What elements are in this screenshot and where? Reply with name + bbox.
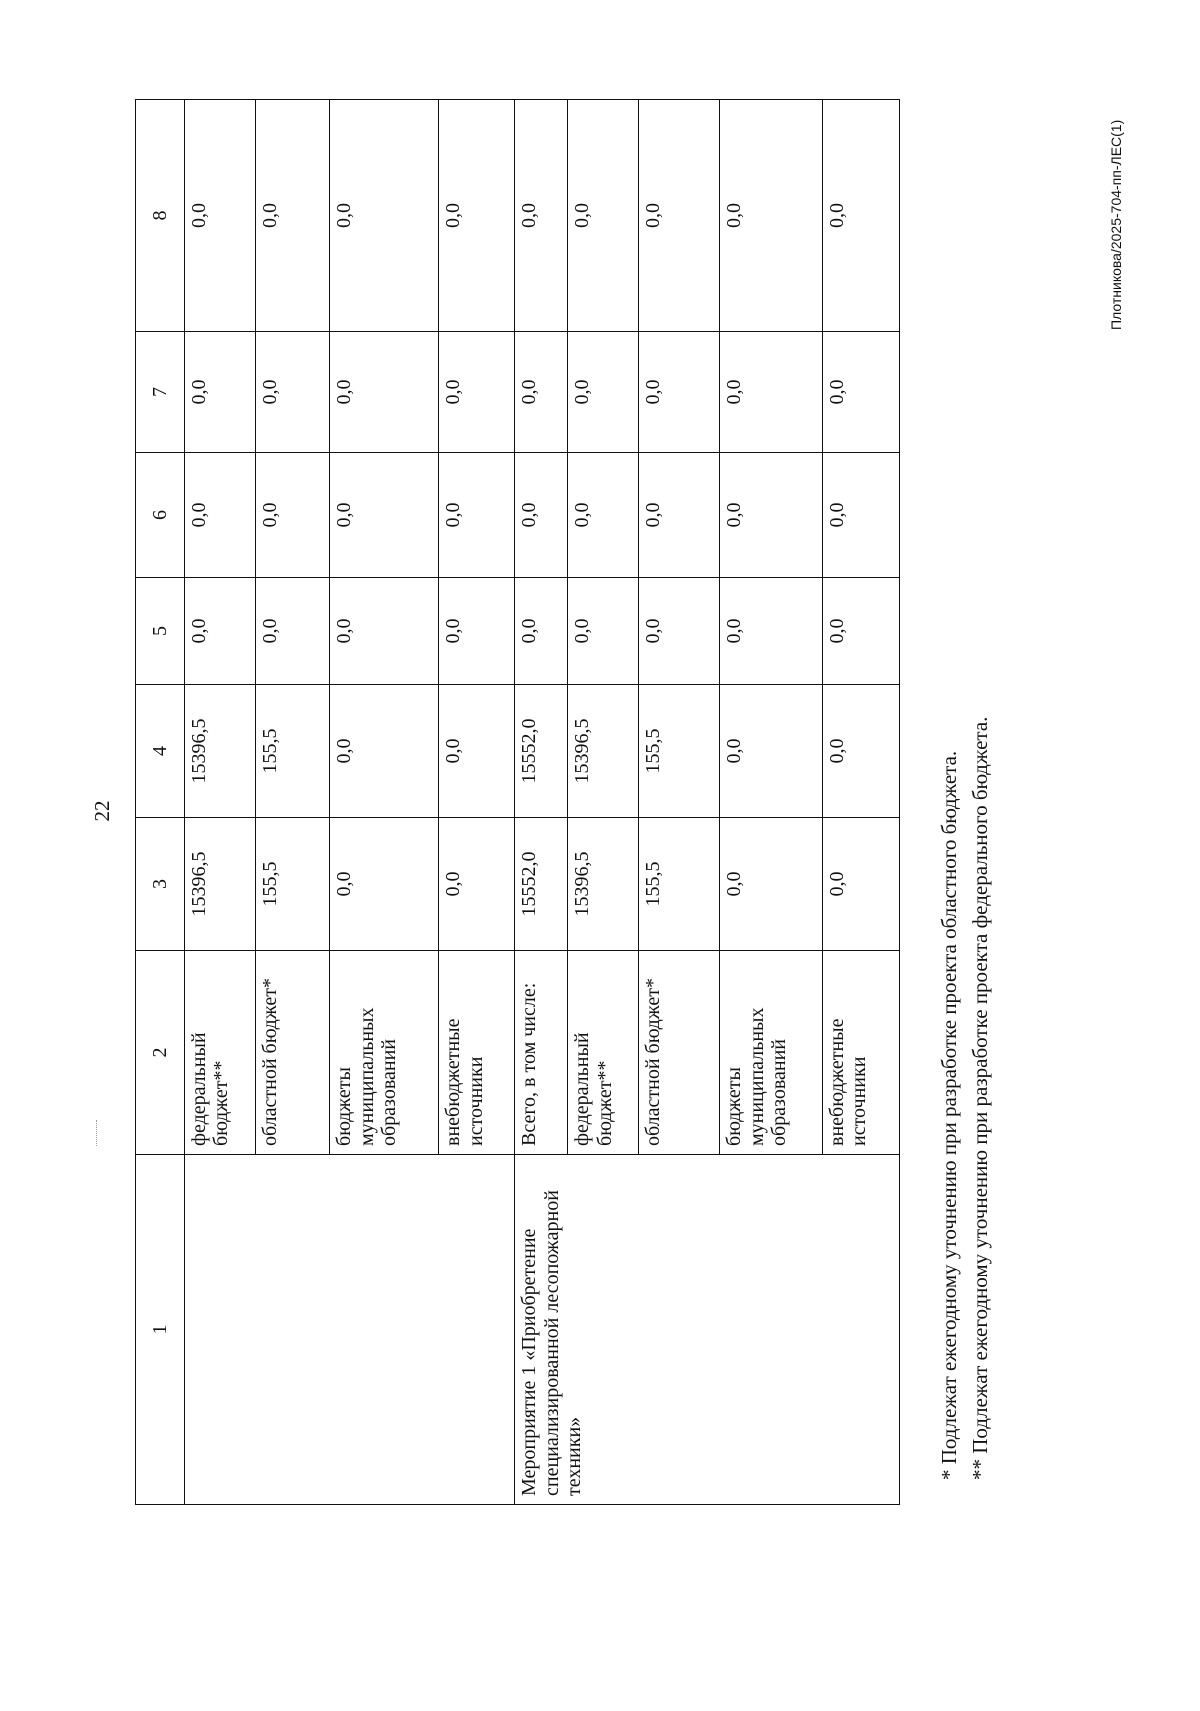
value-cell: 0,0 — [568, 100, 639, 332]
footnote-federal: ** Подлежат ежегодному уточнению при разработке проекта федерального бюджета. — [968, 716, 992, 1480]
value-cell: 0,0 — [184, 453, 256, 578]
value-cell: 0,0 — [720, 332, 823, 453]
value-cell: 155,5 — [638, 685, 719, 818]
value-cell: 15552,0 — [515, 818, 568, 951]
source-cell: областной бюджет* — [638, 951, 719, 1155]
table-row — [184, 100, 256, 1505]
value-cell: 0,0 — [638, 578, 719, 685]
value-cell: 0,0 — [568, 578, 639, 685]
source-cell: внебюджетные источники — [439, 951, 515, 1155]
source-cell: бюджеты муниципальных образований — [330, 951, 439, 1155]
value-cell: 0,0 — [515, 578, 568, 685]
value-cell: 0,0 — [568, 453, 639, 578]
event-cell: Мероприятие 1 «Приобретение специализированной лесопожарной техники» — [515, 1155, 900, 1505]
value-cell: 0,0 — [822, 578, 899, 685]
value-cell: 0,0 — [568, 332, 639, 453]
column-header-4: 4 — [136, 685, 185, 818]
source-cell: Всего, в том числе: — [515, 951, 568, 1155]
funding-table — [135, 99, 900, 1505]
value-cell: 15396,5 — [568, 685, 639, 818]
value-cell: 0,0 — [822, 453, 899, 578]
value-cell: 0,0 — [720, 100, 823, 332]
value-cell: 0,0 — [330, 685, 439, 818]
value-cell: 0,0 — [439, 578, 515, 685]
source-cell: областной бюджет* — [256, 951, 330, 1155]
value-cell: 155,5 — [256, 818, 330, 951]
value-cell: 0,0 — [330, 332, 439, 453]
value-cell: 0,0 — [638, 453, 719, 578]
column-header-5: 5 — [136, 578, 185, 685]
value-cell: 155,5 — [256, 685, 330, 818]
column-header-6: 6 — [136, 453, 185, 578]
column-header-3: 3 — [136, 818, 185, 951]
document-reference: Плотникова/2025-704-пп-ЛЕС(1) — [1108, 119, 1124, 330]
value-cell: 0,0 — [822, 100, 899, 332]
value-cell: 0,0 — [330, 578, 439, 685]
source-cell: федеральный бюджет** — [568, 951, 639, 1155]
source-cell: федеральный бюджет** — [184, 951, 256, 1155]
value-cell: 0,0 — [330, 818, 439, 951]
value-cell: 0,0 — [256, 100, 330, 332]
value-cell: 0,0 — [638, 100, 719, 332]
value-cell: 0,0 — [184, 100, 256, 332]
value-cell: 0,0 — [439, 100, 515, 332]
column-header-7: 7 — [136, 332, 185, 453]
column-header-2: 2 — [136, 951, 185, 1155]
value-cell: 0,0 — [822, 818, 899, 951]
value-cell: 0,0 — [184, 578, 256, 685]
page-number: 22 — [90, 800, 114, 822]
source-cell: внебюджетные источники — [822, 951, 899, 1155]
value-cell: 0,0 — [439, 818, 515, 951]
event-cell — [184, 1155, 515, 1505]
value-cell: 0,0 — [330, 453, 439, 578]
table-rotated-container — [135, 100, 900, 1505]
value-cell: 0,0 — [515, 332, 568, 453]
value-cell: 0,0 — [720, 578, 823, 685]
value-cell: 0,0 — [439, 332, 515, 453]
value-cell: 0,0 — [822, 332, 899, 453]
value-cell: 0,0 — [720, 453, 823, 578]
table-header-row — [136, 100, 185, 1505]
value-cell: 15396,5 — [568, 818, 639, 951]
column-header-8: 8 — [136, 100, 185, 332]
value-cell: 0,0 — [256, 453, 330, 578]
footnotes — [934, 380, 1004, 1480]
value-cell: 0,0 — [515, 100, 568, 332]
value-cell: 0,0 — [720, 818, 823, 951]
value-cell: 15396,5 — [184, 818, 256, 951]
value-cell: 15396,5 — [184, 685, 256, 818]
column-header-1: 1 — [136, 1155, 185, 1505]
value-cell: 0,0 — [439, 685, 515, 818]
value-cell: 0,0 — [638, 332, 719, 453]
value-cell: 0,0 — [256, 332, 330, 453]
value-cell: 0,0 — [515, 453, 568, 578]
footnote-regional: * Подлежат ежегодному уточнению при разработке проекта областного бюджета. — [937, 750, 961, 1480]
source-cell: бюджеты муниципальных образований — [720, 951, 823, 1155]
value-cell: 15552,0 — [515, 685, 568, 818]
value-cell: 0,0 — [822, 685, 899, 818]
value-cell: 0,0 — [184, 332, 256, 453]
value-cell: 0,0 — [439, 453, 515, 578]
table-row — [515, 100, 568, 1505]
value-cell: 0,0 — [720, 685, 823, 818]
value-cell: 0,0 — [330, 100, 439, 332]
value-cell: 155,5 — [638, 818, 719, 951]
scan-marks — [96, 1120, 98, 1146]
value-cell: 0,0 — [256, 578, 330, 685]
